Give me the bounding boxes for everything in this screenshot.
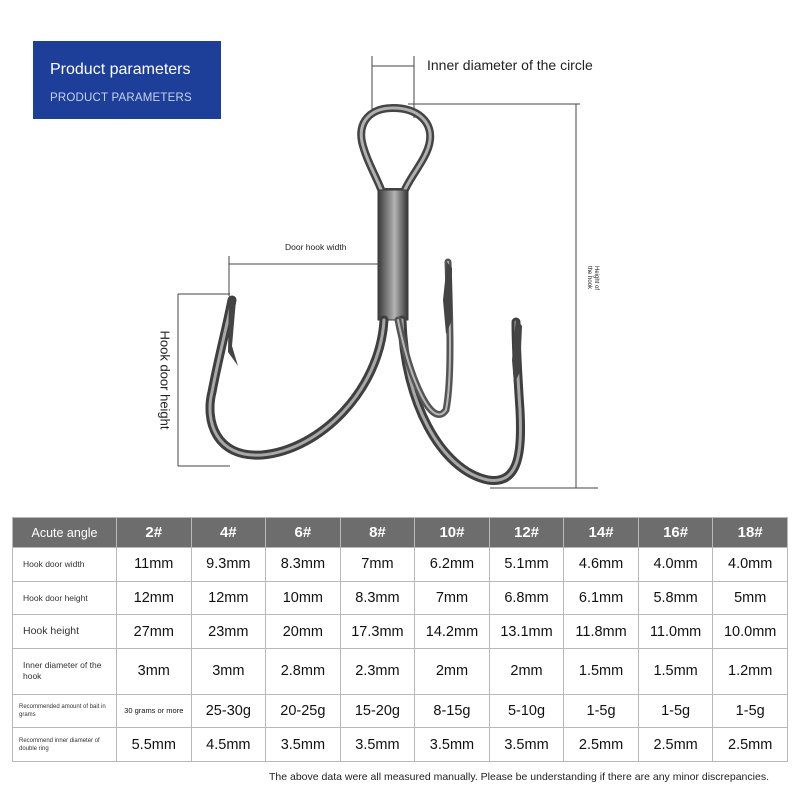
table-cell: 11.0mm <box>638 615 713 649</box>
table-cell: 13.1mm <box>489 615 564 649</box>
door-hook-width-label: Door hook width <box>285 242 347 252</box>
table-cell: 8.3mm <box>266 548 341 582</box>
table-cell: 8-15g <box>415 694 490 728</box>
table-cell: 5-10g <box>489 694 564 728</box>
table-cell: 9.3mm <box>191 548 266 582</box>
table-cell: 11mm <box>117 548 192 582</box>
table-cell: 2.8mm <box>266 649 341 695</box>
table-row <box>13 694 788 728</box>
row-label: Recommend inner diameter of double ring <box>13 728 117 762</box>
table-cell: 6.1mm <box>564 581 639 615</box>
table-cell: 4.5mm <box>191 728 266 762</box>
header-size: 6# <box>266 518 341 548</box>
header-size: 18# <box>713 518 788 548</box>
table-cell: 8.3mm <box>340 581 415 615</box>
header-size: 2# <box>117 518 192 548</box>
inner-diameter-label: Inner diameter of the circle <box>427 57 593 73</box>
table-cell: 2.5mm <box>564 728 639 762</box>
table-cell: 20mm <box>266 615 341 649</box>
hook-shape <box>210 108 521 480</box>
row-label: Hook height <box>13 615 117 649</box>
table-cell: 2.5mm <box>638 728 713 762</box>
table-cell: 3mm <box>191 649 266 695</box>
table-cell: 15-20g <box>340 694 415 728</box>
table-cell: 3.5mm <box>415 728 490 762</box>
row-label: Inner diameter of the hook <box>13 649 117 695</box>
table-cell: 2mm <box>415 649 490 695</box>
table-cell: 6.2mm <box>415 548 490 582</box>
measurement-note: The above data were all measured manually. Please be understanding if there are any minor discrepancies. <box>268 771 769 783</box>
table-cell: 20-25g <box>266 694 341 728</box>
table-cell: 27mm <box>117 615 192 649</box>
table-cell: 7mm <box>340 548 415 582</box>
table-cell: 11.8mm <box>564 615 639 649</box>
table-cell: 1.5mm <box>638 649 713 695</box>
table-cell: 4.0mm <box>713 548 788 582</box>
hook-height-label: Height of the hook <box>586 266 599 291</box>
table-cell: 2.3mm <box>340 649 415 695</box>
table-cell: 4.0mm <box>638 548 713 582</box>
table-cell: 14.2mm <box>415 615 490 649</box>
table-cell: 1.5mm <box>564 649 639 695</box>
table-cell: 1-5g <box>638 694 713 728</box>
table-row <box>13 649 788 695</box>
parameters-table <box>12 517 788 762</box>
table-cell: 5.5mm <box>117 728 192 762</box>
row-label: Hook door height <box>13 581 117 615</box>
table-cell: 12mm <box>191 581 266 615</box>
table-cell: 23mm <box>191 615 266 649</box>
table-cell: 17.3mm <box>340 615 415 649</box>
header-size: 16# <box>638 518 713 548</box>
table-cell: 3.5mm <box>266 728 341 762</box>
table-cell: 6.8mm <box>489 581 564 615</box>
table-cell: 1-5g <box>713 694 788 728</box>
header-size: 4# <box>191 518 266 548</box>
table-cell: 10.0mm <box>713 615 788 649</box>
table-cell: 2.5mm <box>713 728 788 762</box>
table-cell: 2mm <box>489 649 564 695</box>
row-label: Recommended amount of bait in grams <box>13 694 117 728</box>
table-row <box>13 728 788 762</box>
header-corner: Acute angle <box>13 518 117 548</box>
table-cell: 3.5mm <box>340 728 415 762</box>
table-header-row <box>13 518 788 548</box>
table-row <box>13 581 788 615</box>
table-cell: 3.5mm <box>489 728 564 762</box>
table-row <box>13 548 788 582</box>
header-size: 14# <box>564 518 639 548</box>
table-cell: 5mm <box>713 581 788 615</box>
header-size: 10# <box>415 518 490 548</box>
header-size: 8# <box>340 518 415 548</box>
table-cell: 3mm <box>117 649 192 695</box>
header-size: 12# <box>489 518 564 548</box>
table-cell: 1-5g <box>564 694 639 728</box>
table-cell: 30 grams or more <box>117 694 192 728</box>
table-cell: 1.2mm <box>713 649 788 695</box>
table-cell: 10mm <box>266 581 341 615</box>
table-row <box>13 615 788 649</box>
banner-subtitle: PRODUCT PARAMETERS <box>50 92 192 104</box>
table-cell: 7mm <box>415 581 490 615</box>
table-cell: 5.1mm <box>489 548 564 582</box>
table-cell: 5.8mm <box>638 581 713 615</box>
row-label: Hook door width <box>13 548 117 582</box>
hook-door-height-label: Hook door height <box>157 330 173 430</box>
table-cell: 4.6mm <box>564 548 639 582</box>
banner-title: Product parameters <box>50 61 191 78</box>
table-cell: 25-30g <box>191 694 266 728</box>
table-cell: 12mm <box>117 581 192 615</box>
